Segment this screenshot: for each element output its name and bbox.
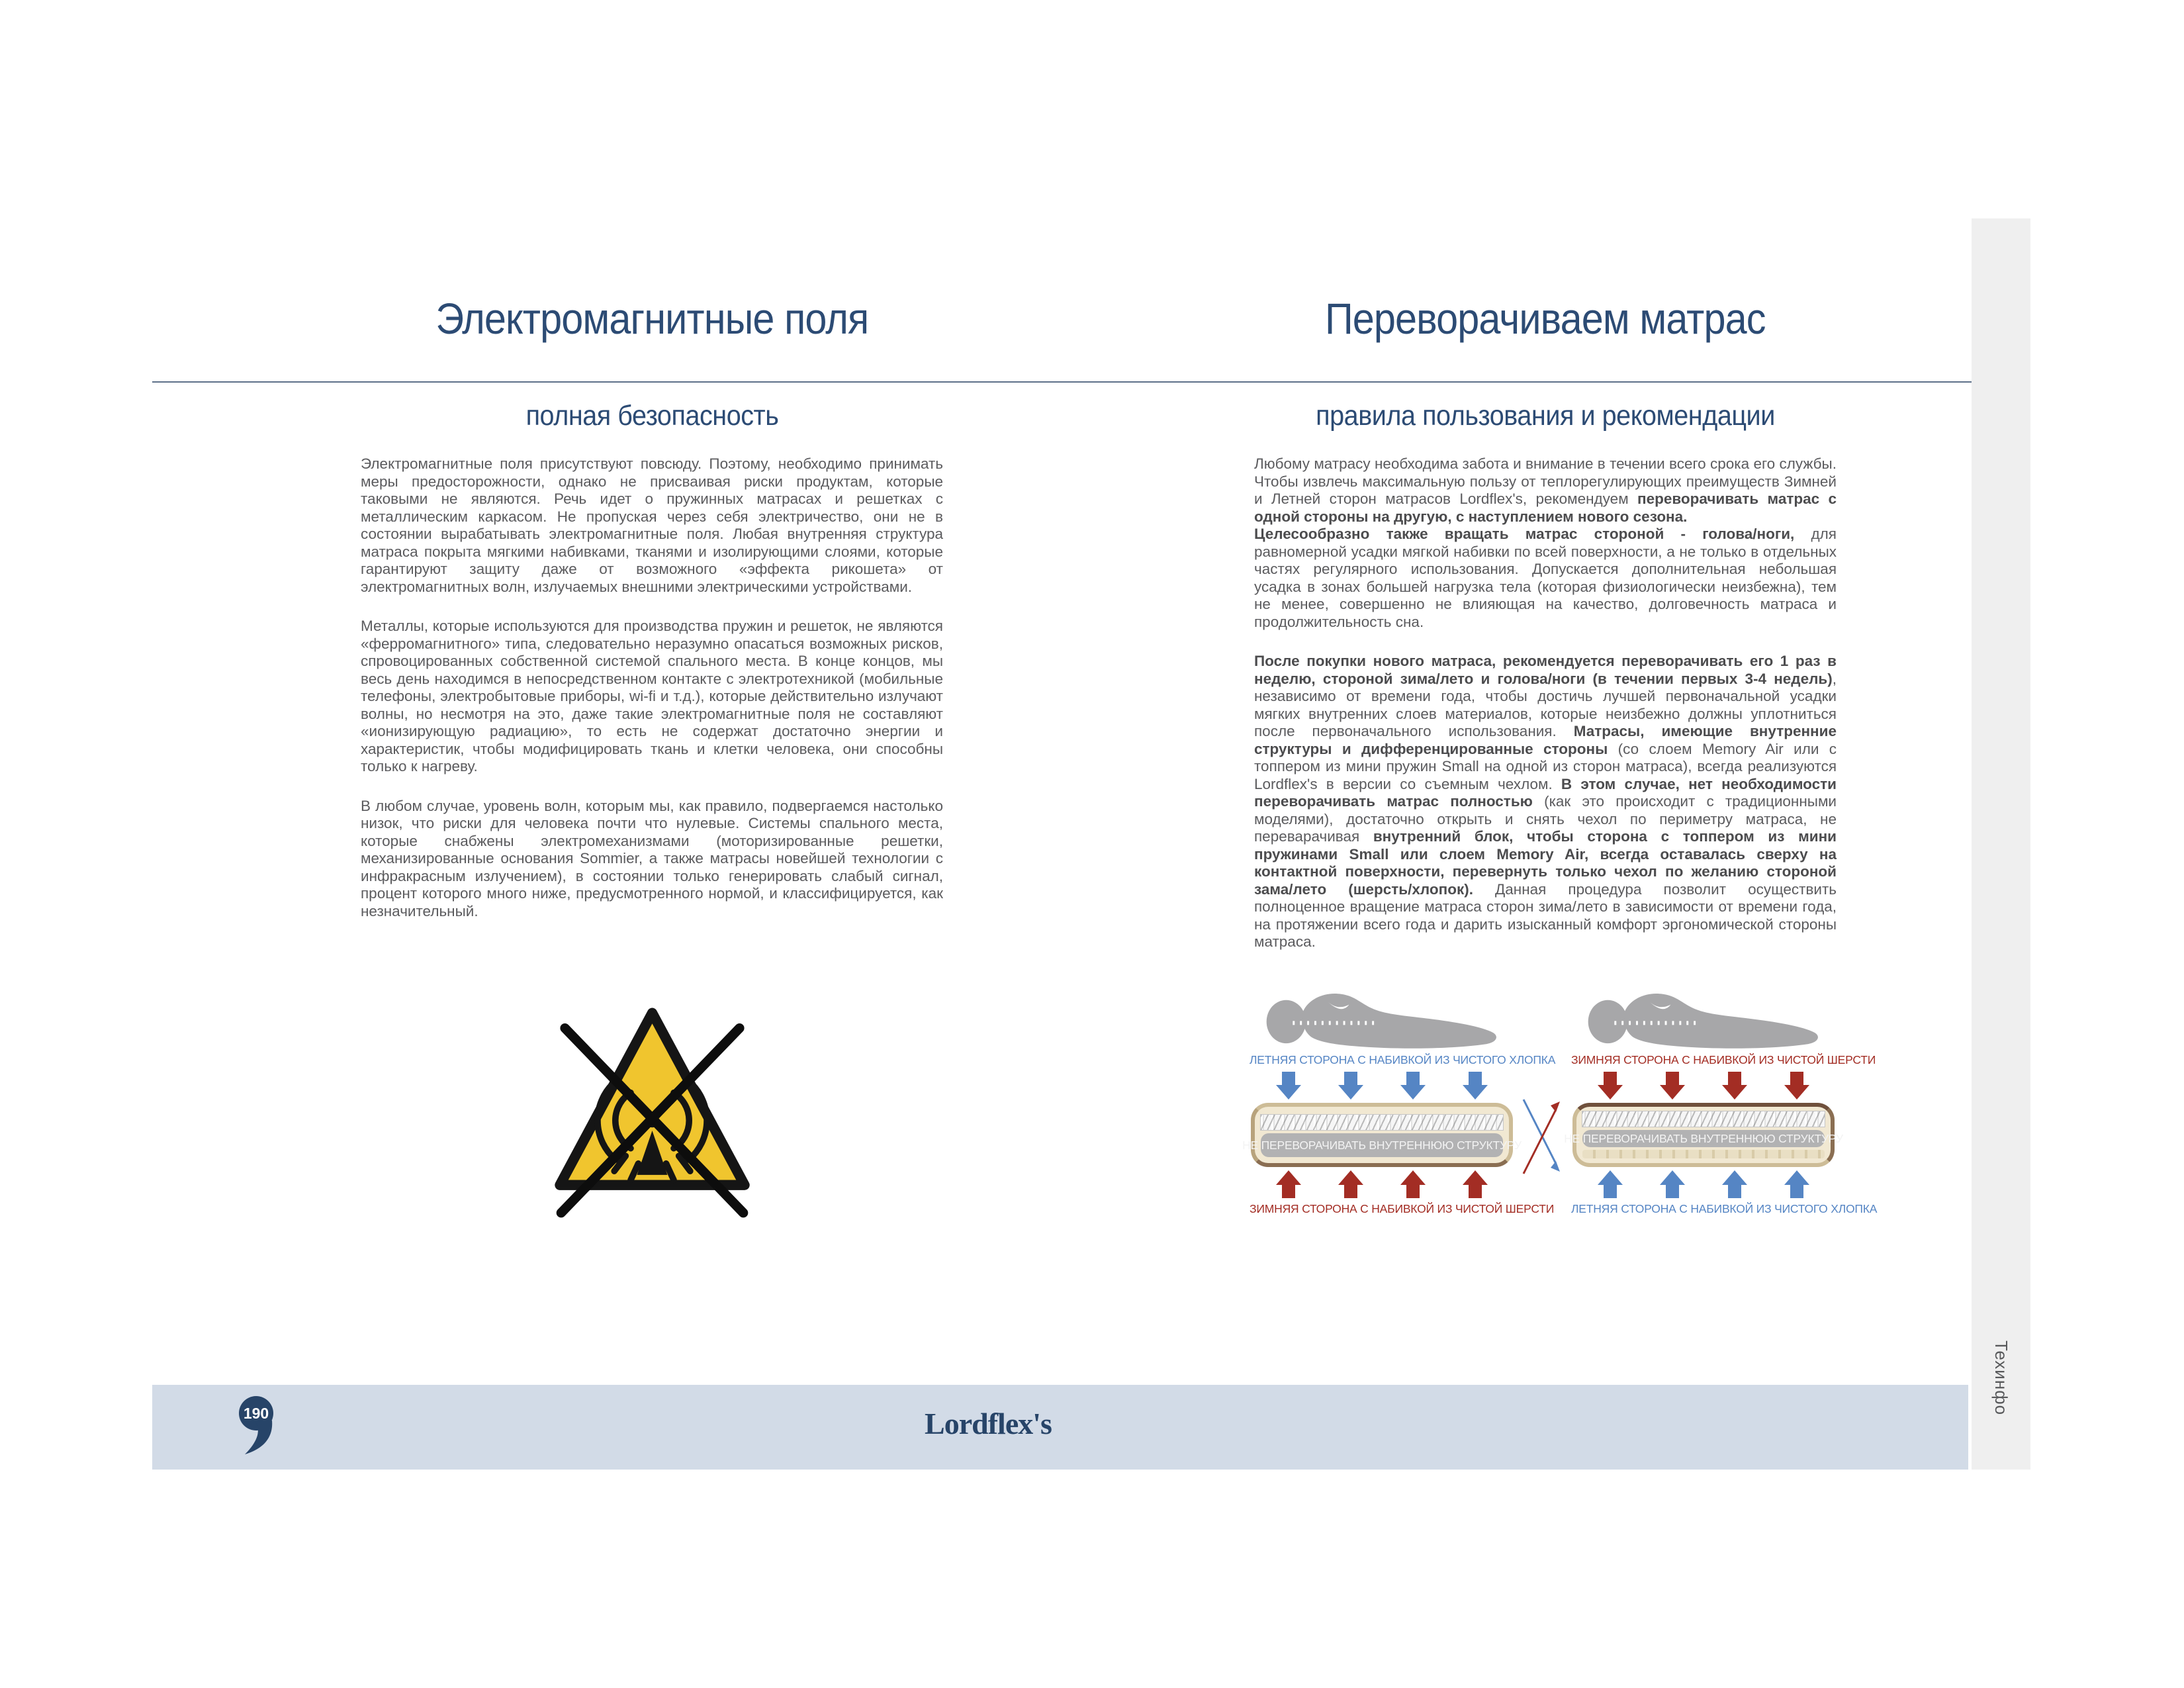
up-arrow-icon — [1338, 1170, 1363, 1198]
body-paragraph: Любому матрасу необходима забота и внимание в течении всего срока его службы. Чтобы извлечь максимальную пользу от теплорегулирующих преимуществ Зимней и Летней сторон матрасов Lordflex's, рекомендуем переворачивать матрас с одной стороны на другую, с наступлением нового сезона. Целесообразно также вращать матрас стороной - голова/ноги, для равномерной усадки мягкой набивки по всей поверхности, а не только в отдельных частях регулярного использования. Допускается дополнительная небольшая усадка в зонах большей нагрузка тела (которая физиологически неизбежна), тем не менее, совершенно не влияющая на качество, долговечность матраса и продолжительность сна. — [1254, 455, 1837, 630]
bottom-side-label: ЛЕТНЯЯ СТОРОНА С НАБИВКОЙ ИЗ ЧИСТОГО ХЛОПКА — [1571, 1202, 1878, 1215]
body-paragraph: В любом случае, уровень волн, которым мы, как правило, подвергаемся настолько низок, что риски для человека почти что нулевые. Системы спального места, которые снабжены электромеханизмами (моторизированные решетки, механизированные основания Sommier, а также матрасы новейшей технологии с инфракрасным излучением), в состоянии только генерировать слабый сигнал, процент которого много ниже, предусмотренного нормой, и классифицируется, как незначительный. — [361, 797, 943, 919]
bottom-side-label: ЗИМНЯЯ СТОРОНА С НАБИВКОЙ ИЗ ЧИСТОЙ ШЕРСТИ — [1250, 1202, 1555, 1215]
sleeping-person-icon — [1259, 981, 1504, 1050]
up-arrow-icon — [1722, 1170, 1747, 1198]
right-page-title: Переворачиваем матрас — [1325, 294, 1766, 343]
right-body-text — [1254, 455, 1837, 973]
diagram-panel — [1564, 977, 1878, 1223]
left-page-subtitle: полная безопасность — [525, 400, 778, 432]
up-arrow-icon — [1598, 1170, 1623, 1198]
page-number-badge — [237, 1395, 275, 1455]
down-arrow-icon — [1276, 1072, 1301, 1100]
down-arrow-icon — [1400, 1072, 1426, 1100]
body-paragraph: После покупки нового матраса, рекомендуется переворачивать его 1 раз в неделю, стороной зима/лето и голова/ноги (в течении первых 3-4 недель), независимо от времени года, чтобы достичь лучшей первоначальной усадки мягких внутренних слоев материалов, которые неизбежно должны уплотниться после первоначального использования. Матрасы, имеющие внутренние структуры и дифференцированные стороны (со слоем Memory Air или с топпером из мини пружин Small на одной из сторон матраса), всегда реализуются Lordflex's в версии со съемным чехлом. В этом случае, нет необходимости переворачивать матрас полностью (как это происходит с традиционными моделями), достаточно открыть и снять чехол по периметру матраса, не переварачивая внутренний блок, чтобы сторона с топпером из мини пружинами Small или слоем Memory Air, всегда оставалась сверху на контактной поверхности, перевернуть только чехол по желанию стороной зама/лето (шерсть/хлопок). Данная процедура позволит осуществить полноценное вращение матраса сторон зима/лето в зависимости от времени года, на протяжении всего года и дарить изысканный комфорт эргономической стороны матраса. — [1254, 653, 1837, 950]
down-arrow-icon — [1660, 1072, 1685, 1100]
up-arrow-icon — [1400, 1170, 1426, 1198]
down-arrows — [1598, 1072, 1809, 1100]
top-side-label: ЛЕТНЯЯ СТОРОНА С НАБИВКОЙ ИЗ ЧИСТОГО ХЛОПКА — [1250, 1053, 1556, 1066]
down-arrow-icon — [1598, 1072, 1623, 1100]
springs-layer — [1260, 1114, 1504, 1131]
mattress-flip-diagram — [1242, 977, 1878, 1223]
down-arrows — [1276, 1072, 1488, 1100]
brand-logo: Lordflex's — [925, 1407, 1052, 1440]
springs-layer — [1582, 1111, 1825, 1127]
left-body-text — [361, 455, 943, 942]
left-page-title: Электромагнитные поля — [435, 294, 868, 343]
down-arrow-icon — [1722, 1072, 1747, 1100]
title-divider — [152, 381, 1972, 383]
mattress-cross-section — [1564, 1103, 1843, 1167]
quilted-cover-layer — [1582, 1150, 1825, 1158]
up-arrow-icon — [1463, 1170, 1488, 1198]
down-arrow-icon — [1338, 1072, 1363, 1100]
inner-structure-block: НЕ ПЕРЕВОРАЧИВАТЬ ВНУТРЕННЮЮ СТРУКТУРУ — [1261, 1133, 1503, 1157]
down-arrow-icon — [1463, 1072, 1488, 1100]
comma-badge-icon — [237, 1395, 275, 1455]
sleeping-person-icon — [1581, 981, 1826, 1050]
up-arrows — [1598, 1170, 1809, 1198]
mattress-cross-section — [1242, 1103, 1522, 1167]
body-paragraph: Металлы, которые используются для производства пружин и решеток, не являются «ферромагнитного» типа, следовательно неразумно опасаться возможных рисков, спровоцированных собственной системой спального места. В конце концов, мы весь день находимся в непосредственном контакте с электротехникой (мобильные телефоны, электробытовые приборы, wi-fi и т.д.), которые действительно излучают волны, но несмотря на это, даже такие электромагнитные поля не составляют «ионизирующую радиацию», то есть не содержат достаточно энергии и характеристик, чтобы модифицировать ткань и клетки человека, они способны только к нагреву. — [361, 618, 943, 774]
no-electromagnetic-radiation-icon — [545, 996, 760, 1221]
side-tab-label: Техинфо — [1991, 1340, 2011, 1415]
up-arrow-icon — [1276, 1170, 1301, 1198]
diagram-panel — [1242, 977, 1556, 1223]
right-page-subtitle: правила пользования и рекомендации — [1316, 400, 1775, 432]
body-paragraph: Электромагнитные поля присутствуют повсюду. Поэтому, необходимо принимать меры предосторожности, однако не присваивая риски продуктам, которые таковыми не являются. Речь идет о пружинных матрасах и решетках с металлическим каркасом. Не пропуская через себя электричество, они не в состоянии вырабатывать электромагнитные поля. Любая внутренняя структура матраса покрыта мягкими набивками, тканями и изолирующими слоями, которые гарантируют защиту даже от возможного «эффекта рикошета» от электромагнитных волн, излучаемых внешними электрическими устройствами. — [361, 455, 943, 595]
down-arrow-icon — [1784, 1072, 1809, 1100]
swap-arrows-icon — [1520, 1095, 1565, 1178]
side-tab — [1972, 218, 2030, 1470]
up-arrow-icon — [1660, 1170, 1685, 1198]
inner-structure-block: НЕ ПЕРЕВОРАЧИВАТЬ ВНУТРЕННЮЮ СТРУКТУРУ — [1582, 1130, 1825, 1147]
top-side-label: ЗИМНЯЯ СТОРОНА С НАБИВКОЙ ИЗ ЧИСТОЙ ШЕРСТИ — [1571, 1053, 1876, 1066]
page-number: 190 — [243, 1405, 269, 1422]
up-arrows — [1276, 1170, 1488, 1198]
up-arrow-icon — [1784, 1170, 1809, 1198]
